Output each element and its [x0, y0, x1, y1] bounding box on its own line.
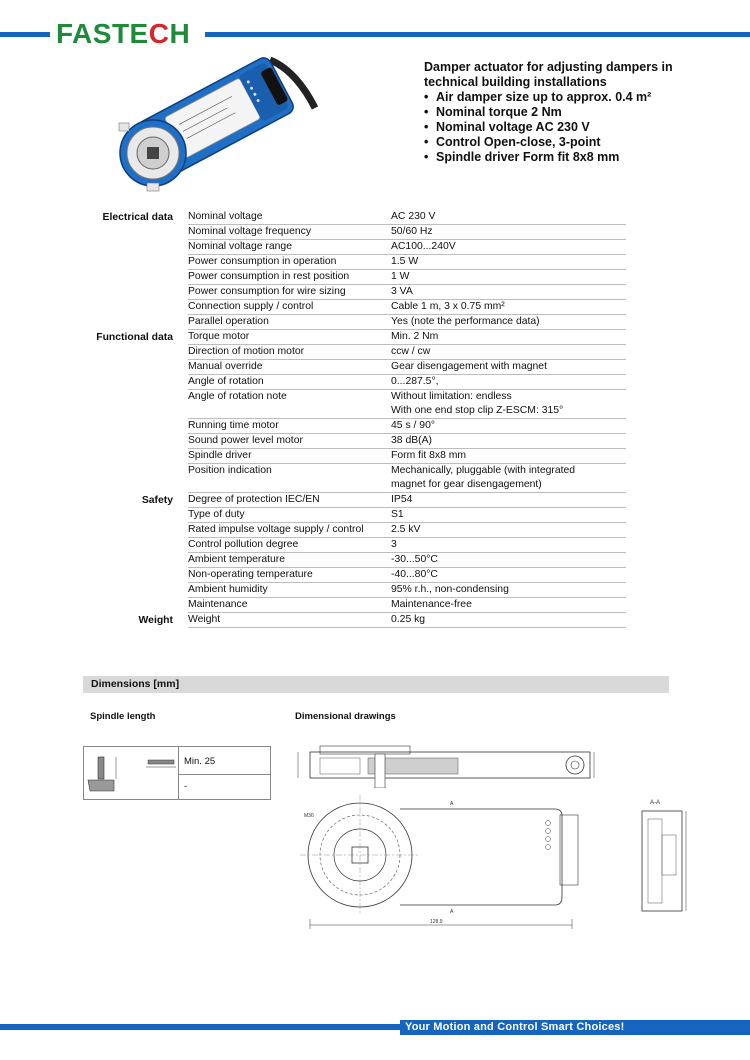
spec-group-rows	[188, 493, 626, 613]
spec-key: Connection supply / control	[188, 301, 314, 312]
spec-group-label: Electrical data	[102, 212, 173, 223]
spec-row	[188, 538, 626, 553]
spec-key: Position indication	[188, 465, 272, 476]
spec-row	[188, 434, 626, 449]
spec-key: Ambient humidity	[188, 584, 268, 595]
spec-value: Without limitation: endless With one end stop clip Z-ESCM: 315°	[391, 391, 564, 416]
spec-row	[188, 464, 626, 493]
spec-key: Sound power level motor	[188, 435, 303, 446]
spindle-diagram	[84, 747, 178, 799]
spec-value: 38 dB(A)	[391, 435, 433, 446]
top-view-drawing	[290, 738, 600, 788]
spec-value: 50/60 Hz	[391, 226, 433, 237]
footer-bar-left	[0, 1024, 400, 1030]
spec-key: Nominal voltage frequency	[188, 226, 312, 237]
actuator-product-image	[105, 48, 330, 198]
technical-data-table	[80, 210, 626, 628]
spec-key: Running time motor	[188, 420, 279, 431]
spec-key: Degree of protection IEC/EN	[188, 494, 320, 505]
width-dimension: 128.9	[430, 919, 443, 925]
spec-value: 1.5 W	[391, 256, 419, 267]
spec-value: AC 230 V	[391, 211, 436, 222]
product-headline	[424, 60, 724, 165]
spec-row	[188, 508, 626, 523]
spec-value: AC100...240V	[391, 241, 456, 252]
section-arrow-top: A	[450, 801, 454, 807]
spec-group-label: Weight	[138, 615, 173, 626]
spec-value: Mechanically, pluggable (with integrated magnet for gear disengagement)	[391, 465, 576, 490]
spec-key: Ambient temperature	[188, 554, 286, 565]
spindle-second-value: -	[184, 781, 188, 792]
spec-key: Power consumption for wire sizing	[188, 286, 346, 297]
spec-group-label: Safety	[141, 495, 173, 506]
header-bar-right	[205, 32, 750, 37]
spec-value: -30...50°C	[391, 554, 438, 565]
front-view-drawing	[290, 795, 600, 935]
spec-value: 45 s / 90°	[391, 420, 436, 431]
spindle-length-table	[83, 746, 271, 800]
spec-value: 0...287.5°,	[391, 376, 439, 387]
spec-group	[80, 493, 626, 613]
spec-key: Nominal voltage	[188, 211, 263, 222]
headline-bullet: • Nominal torque 2 Nm	[424, 105, 724, 120]
brand-logo: FASTECH	[56, 18, 191, 49]
section-view-drawing	[632, 795, 692, 925]
spindle-diagram-cell	[84, 747, 179, 799]
spec-value: 95% r.h., non-condensing	[391, 584, 509, 595]
spec-row	[188, 583, 626, 598]
spec-value: Gear disengagement with magnet	[391, 361, 547, 372]
spec-group-rows	[188, 330, 626, 493]
spec-group-label: Functional data	[96, 332, 173, 343]
spec-key: Torque motor	[188, 331, 250, 342]
spec-value: Maintenance-free	[391, 599, 472, 610]
spec-value: 2.5 kV	[391, 524, 421, 535]
spec-group	[80, 210, 626, 330]
dimensions-header: Dimensions [mm]	[83, 676, 669, 693]
headline-bullet: • Spindle driver Form fit 8x8 mm	[424, 150, 724, 165]
spec-key: Parallel operation	[188, 316, 269, 327]
spindle-table-divider	[178, 774, 271, 775]
spec-key: Angle of rotation	[188, 376, 264, 387]
spec-key: Maintenance	[188, 599, 248, 610]
spec-value: 0.25 kg	[391, 614, 426, 625]
spec-key: Rated impulse voltage supply / control	[188, 524, 364, 535]
section-label: A-A	[650, 800, 661, 806]
spec-key: Power consumption in rest position	[188, 271, 350, 282]
spec-key: Power consumption in operation	[188, 256, 337, 267]
spec-row	[188, 419, 626, 434]
spec-row	[188, 613, 626, 628]
spec-row	[188, 255, 626, 270]
spec-key: Nominal voltage range	[188, 241, 292, 252]
spec-key: Type of duty	[188, 509, 245, 520]
spindle-length-label: Spindle length	[90, 711, 156, 722]
spec-key: Direction of motion motor	[188, 346, 305, 357]
spec-key: Spindle driver	[188, 450, 252, 461]
spec-row	[188, 568, 626, 583]
spec-group	[80, 613, 626, 628]
spec-row	[188, 449, 626, 464]
spec-row	[188, 390, 626, 419]
spec-key: Non-operating temperature	[188, 569, 313, 580]
spec-row	[188, 553, 626, 568]
spec-row	[188, 330, 626, 345]
spec-row	[188, 523, 626, 538]
spec-row	[188, 345, 626, 360]
section-arrow-bottom: A	[450, 909, 454, 915]
spec-row	[188, 598, 626, 613]
spec-row	[188, 375, 626, 390]
spec-value: S1	[391, 509, 404, 520]
spec-value: Min. 2 Nm	[391, 331, 439, 342]
spec-value: 3 VA	[391, 286, 413, 297]
spec-key: Weight	[188, 614, 221, 625]
spec-group-rows	[188, 210, 626, 330]
spec-row	[188, 225, 626, 240]
spec-value: Yes (note the performance data)	[391, 316, 540, 327]
spec-value: ccw / cw	[391, 346, 431, 357]
spec-row	[188, 300, 626, 315]
spindle-min-length: Min. 25	[184, 756, 216, 767]
spec-value: 1 W	[391, 271, 410, 282]
spec-row	[188, 360, 626, 375]
spec-value: Cable 1 m, 3 x 0.75 mm²	[391, 301, 505, 312]
headline-bullet: • Control Open-close, 3-point	[424, 135, 724, 150]
spec-row	[188, 240, 626, 255]
headline-bullet: • Nominal voltage AC 230 V	[424, 120, 724, 135]
spec-row	[188, 210, 626, 225]
spec-group-rows	[188, 613, 626, 628]
spec-row	[188, 285, 626, 300]
headline-bullets	[424, 90, 724, 165]
spec-key: Control pollution degree	[188, 539, 299, 550]
spec-row	[188, 270, 626, 285]
spec-key: Manual override	[188, 361, 263, 372]
headline-title: Damper actuator for adjusting dampers in technical building installations	[424, 60, 673, 89]
footer-tagline: Your Motion and Control Smart Choices!	[405, 1021, 625, 1033]
spec-value: IP54	[391, 494, 413, 505]
spec-value: -40...80°C	[391, 569, 438, 580]
dimensional-drawings-label: Dimensional drawings	[295, 711, 396, 722]
spec-key: Angle of rotation note	[188, 391, 287, 402]
spec-value: Form fit 8x8 mm	[391, 450, 467, 461]
spec-value: 3	[391, 539, 397, 550]
header-bar-left	[0, 32, 50, 37]
spec-row	[188, 493, 626, 508]
thread-mark: M36	[304, 813, 314, 819]
spec-row	[188, 315, 626, 330]
spec-group	[80, 330, 626, 493]
headline-bullet: • Air damper size up to approx. 0.4 m²	[424, 90, 724, 105]
